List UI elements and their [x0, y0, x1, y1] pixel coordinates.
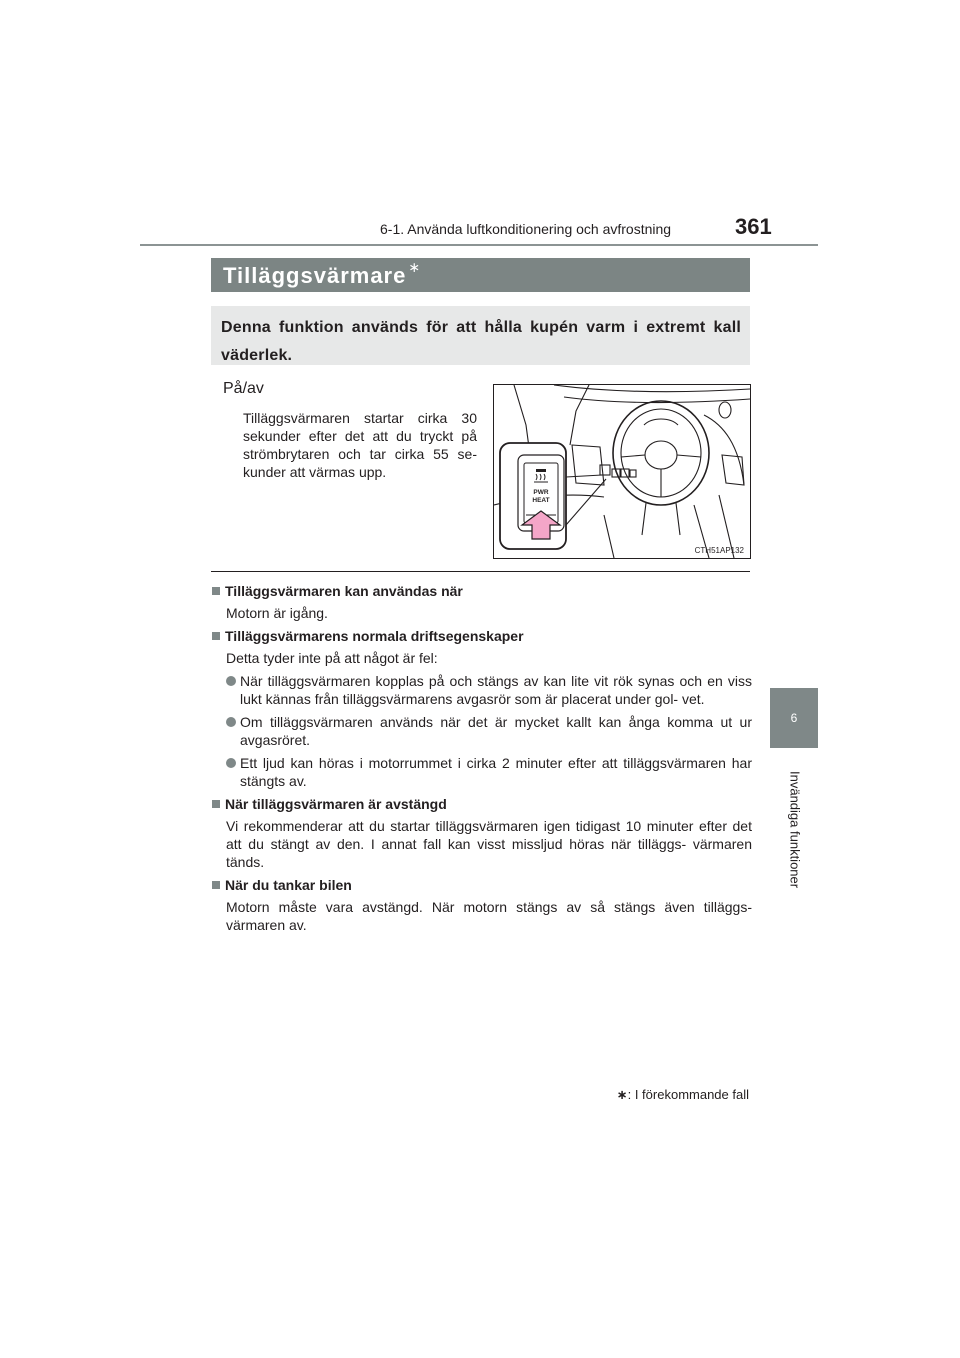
square-bullet-icon — [212, 632, 220, 640]
note-heading — [211, 795, 752, 813]
section-title — [223, 259, 422, 289]
note-paragraph: Detta tyder inte på att något är fel: — [226, 650, 438, 666]
note-heading-text: När du tankar bilen — [225, 877, 352, 893]
square-bullet-icon — [212, 800, 220, 808]
header-divider — [140, 244, 818, 246]
note-bullet-text: Om tilläggsvärmaren används när det är mycket kallt kan ånga komma ut ur avgasröret. — [240, 714, 752, 748]
note-bullet — [211, 713, 752, 749]
note-heading — [211, 876, 752, 894]
circle-bullet-icon — [226, 676, 236, 686]
note-heading-text: När tilläggsvärmaren är avstängd — [225, 796, 447, 812]
notes-list — [211, 582, 752, 939]
section-divider — [211, 571, 750, 572]
footnote-text: : I förekommande fall — [627, 1087, 749, 1102]
section-title-text: Tilläggsvärmare — [223, 263, 407, 288]
availability-marker: ∗ — [408, 259, 422, 275]
square-bullet-icon — [212, 587, 220, 595]
running-header-section-title: 6-1. Använda luftkonditionering och avfrostning — [380, 221, 672, 237]
onoff-label: På/av — [223, 380, 264, 397]
note-paragraph: Vi rekommenderar att du startar tilläggsvärmaren igen tidigast 10 minuter efter det att du stängt av den. I annat fall kan visst missljud höras när tilläggs- värmaren tänds. — [226, 818, 752, 870]
chapter-tab-label — [776, 760, 814, 900]
footnote — [560, 1087, 749, 1103]
note-bullet — [211, 672, 752, 708]
note-paragraph: Motorn måste vara avstängd. När motorn stängs av så stängs även tilläggs- värmaren av. — [226, 899, 752, 933]
page-number: 361 — [735, 214, 772, 239]
figure-code: CTH51AP132 — [694, 546, 744, 555]
footnote-marker: ∗ — [616, 1087, 628, 1102]
chapter-number: 6 — [790, 711, 798, 725]
note-bullet-text: Ett ljud kan höras i motorrummet i cirka 2 minuter efter att tilläggsvärmaren har stängts av. — [240, 755, 752, 789]
note-bullet — [211, 754, 752, 790]
intro-text: Denna funktion används för att hålla kupén varm i extremt kall väderlek. — [221, 319, 741, 364]
chapter-tab — [770, 688, 818, 748]
onoff-description: Tilläggsvärmaren startar cirka 30 sekunder efter det att du tryckt på strömbrytaren och tar cirka 55 se- kunder att värmas upp. — [243, 410, 477, 480]
circle-bullet-icon — [226, 758, 236, 768]
switch-label-pwr: PWR — [533, 489, 549, 496]
note-paragraph: Motorn är igång. — [226, 605, 328, 621]
note-heading — [211, 627, 752, 645]
note-heading-text: Tilläggsvärmarens normala driftsegenskaper — [225, 628, 524, 644]
dashboard-drawing — [494, 385, 750, 558]
circle-bullet-icon — [226, 717, 236, 727]
chapter-title: Invändiga funktioner — [787, 771, 803, 889]
switch-label-heat: HEAT — [532, 497, 550, 504]
note-heading — [211, 582, 752, 600]
note-heading-text: Tilläggsvärmaren kan användas när — [225, 583, 463, 599]
square-bullet-icon — [212, 881, 220, 889]
note-bullet-text: När tilläggsvärmaren kopplas på och stängs av kan lite vit rök synas och en viss lukt kännas från tilläggsvärmarens avgasrör som är placerat under gol- vet. — [240, 673, 752, 707]
dashboard-illustration — [493, 384, 751, 559]
